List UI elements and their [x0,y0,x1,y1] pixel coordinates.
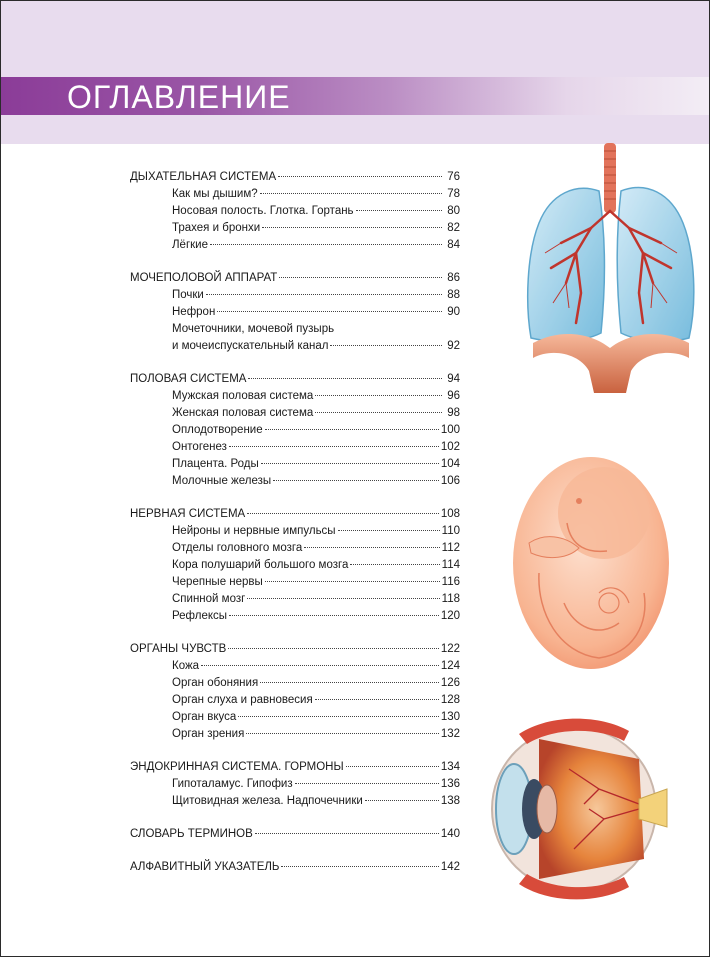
toc-entry[interactable] [130,692,460,709]
page-number: 96 [447,390,460,402]
toc-entry-label: Орган вкуса [172,711,237,723]
dot-leader [255,833,439,834]
toc-entry-label: Оплодотворение [172,424,263,436]
page-number: 82 [447,222,460,234]
dot-leader [262,227,442,228]
toc-entry-label: Спинной мозг [172,593,246,605]
dot-leader [260,682,439,683]
toc-entry-label: Почки [172,289,204,301]
toc-entry[interactable] [130,338,460,355]
toc-entry[interactable] [130,591,460,608]
section-heading[interactable] [130,826,460,843]
page-number: 112 [441,542,460,554]
page-number: 84 [447,239,460,251]
page-number: 86 [447,272,460,284]
toc-entry-label: Щитовидная железа. Надпочечники [172,795,363,807]
dot-leader [247,513,439,514]
toc-entry[interactable] [130,203,460,220]
section-heading-label: МОЧЕПОЛОВОЙ АППАРАТ [130,272,278,284]
dot-leader [260,193,442,194]
page-title: ОГЛАВЛЕНИЕ [67,79,291,115]
page-number: 114 [441,559,460,571]
dot-leader [281,866,438,867]
page-number: 104 [440,458,460,470]
page-number: 136 [440,778,460,790]
toc-section [130,759,460,810]
section-heading-label: НЕРВНАЯ СИСТЕМА [130,508,246,520]
toc-entry[interactable] [130,658,460,675]
toc-entry[interactable] [130,220,460,237]
dot-leader [229,615,439,616]
toc-entry-label: Кожа [172,660,200,672]
section-heading-label: АЛФАВИТНЫЙ УКАЗАТЕЛЬ [130,861,280,873]
section-heading[interactable] [130,506,460,523]
toc-section [130,371,460,490]
toc-entry[interactable] [130,287,460,304]
toc-entry[interactable] [130,523,460,540]
toc-entry[interactable] [130,439,460,456]
toc-entry-label: Трахея и бронхи [172,222,261,234]
toc-entry[interactable] [130,422,460,439]
page-number: 76 [447,171,460,183]
section-heading[interactable] [130,270,460,287]
toc-entry-label: Мужская половая система [172,390,314,402]
section-heading[interactable] [130,759,460,776]
toc-entry[interactable] [130,726,460,743]
toc-entry[interactable] [130,776,460,793]
dot-leader [279,277,442,278]
page-number: 124 [440,660,460,672]
toc-entry[interactable] [130,793,460,810]
toc-section [130,826,460,843]
dot-leader [278,176,442,177]
toc-entry-label: Черепные нервы [172,576,263,588]
dot-leader [247,598,439,599]
header-band [1,1,709,144]
page-number: 122 [440,643,460,655]
dot-leader [273,480,439,481]
page-number: 80 [447,205,460,217]
dot-leader [248,378,442,379]
page-number: 128 [440,694,460,706]
toc-entry-label: и мочеиспускательный канал [172,340,329,352]
page-number: 92 [447,340,460,352]
dot-leader [265,581,440,582]
toc-section [130,506,460,625]
toc-entry-label: Носовая полость. Глотка. Гортань [172,205,354,217]
toc-section [130,169,460,254]
dot-leader [228,648,439,649]
page-number: 106 [440,475,460,487]
toc-entry-line: Мочеточники, мочевой пузырь [172,323,335,335]
dot-leader [210,244,442,245]
toc-entry-label: Молочные железы [172,475,272,487]
section-heading[interactable] [130,371,460,388]
toc-entry-label: Гипоталамус. Гипофиз [172,778,293,790]
dot-leader [229,446,439,447]
page-number: 108 [440,508,460,520]
toc-entry-label: Онтогенез [172,441,227,453]
toc-entry[interactable] [130,557,460,574]
dot-leader [201,665,439,666]
page-number: 98 [447,407,460,419]
dot-leader [315,412,442,413]
toc-entry[interactable] [130,675,460,692]
toc-entry-label: Как мы дышим? [172,188,258,200]
toc-entry-label: Орган обоняния [172,677,259,689]
toc-entry[interactable] [130,304,460,321]
toc-entry[interactable] [130,574,460,591]
page-number: 140 [440,828,460,840]
dot-leader [338,530,440,531]
toc-entry[interactable] [130,388,460,405]
dot-leader [304,547,439,548]
toc-entry[interactable] [130,186,460,203]
toc-entry-label: Орган зрения [172,728,245,740]
toc-entry-label: Отделы головного мозга [172,542,303,554]
toc-entry[interactable] [130,456,460,473]
toc-section [130,859,460,876]
page-number: 118 [441,593,460,605]
section-heading-label: ЭНДОКРИННАЯ СИСТЕМА. ГОРМОНЫ [130,761,344,773]
dot-leader [330,345,442,346]
section-heading[interactable] [130,641,460,658]
toc-entry-label: Плацента. Роды [172,458,259,470]
dot-leader [246,733,439,734]
page-number: 126 [440,677,460,689]
eye-illustration [479,709,669,909]
toc-entry-label: Кора полушарий большого мозга [172,559,349,571]
page-number: 138 [440,795,460,807]
page-number: 110 [441,525,460,537]
toc-section [130,270,460,355]
page-number: 100 [440,424,460,436]
toc-entry[interactable] [130,709,460,726]
dot-leader [365,800,439,801]
page-number: 102 [440,441,460,453]
page-number: 142 [440,861,460,873]
section-heading-label: СЛОВАРЬ ТЕРМИНОВ [130,828,253,840]
section-heading-label: ОРГАНЫ ЧУВСТВ [130,643,227,655]
toc-entry[interactable] [130,405,460,422]
page-number: 94 [447,373,460,385]
dot-leader [217,311,442,312]
toc-entry-label: Рефлексы [172,610,228,622]
dot-leader [315,395,442,396]
dot-leader [295,783,439,784]
page-number: 88 [447,289,460,301]
table-of-contents [130,169,460,892]
page-number: 90 [447,306,460,318]
dot-leader [206,294,442,295]
page-number: 134 [440,761,460,773]
dot-leader [356,210,442,211]
toc-entry-label: Нефрон [172,306,216,318]
section-heading-label: ДЫХАТЕЛЬНАЯ СИСТЕМА [130,171,277,183]
dot-leader [238,716,439,717]
toc-entry-label: Нейроны и нервные импульсы [172,525,336,537]
page-number: 116 [441,576,460,588]
page-number: 130 [440,711,460,723]
toc-entry-label: Орган слуха и равновесия [172,694,313,706]
dot-leader [315,699,439,700]
toc-entry[interactable] [130,608,460,625]
dot-leader [261,463,439,464]
dot-leader [346,766,439,767]
toc-entry[interactable] [130,473,460,490]
lungs-illustration [521,143,701,393]
page-number: 78 [447,188,460,200]
section-heading[interactable] [130,169,460,186]
toc-section [130,641,460,743]
dot-leader [265,429,439,430]
section-heading[interactable] [130,859,460,876]
page-number: 120 [440,610,460,622]
toc-entry[interactable] [130,237,460,254]
toc-entry-label: Женская половая система [172,407,314,419]
toc-entry[interactable] [130,540,460,557]
toc-entry-label: Лёгкие [172,239,208,251]
fetus-illustration [509,453,674,673]
section-heading-label: ПОЛОВАЯ СИСТЕМА [130,373,247,385]
dot-leader [350,564,439,565]
page-number: 132 [440,728,460,740]
